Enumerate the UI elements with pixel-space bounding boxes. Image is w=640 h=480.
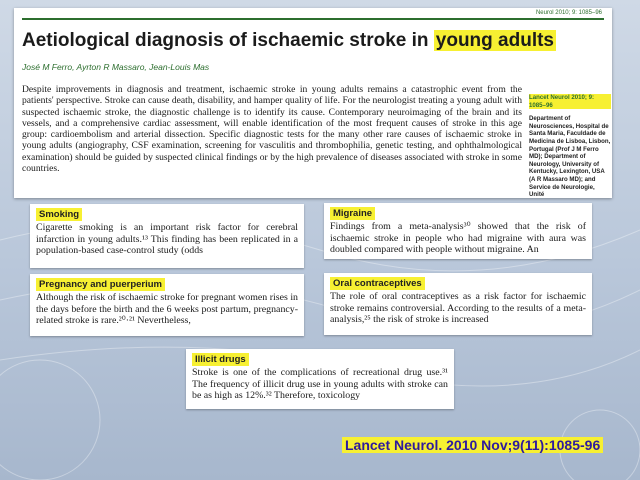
pregnancy-box — [30, 274, 304, 336]
paper-title — [22, 30, 556, 52]
journal-header: Neurol 2010; 9: 1085–96 — [535, 10, 602, 16]
oral-contraceptives-text: The role of oral contraceptives as a risk factor for ischaemic stroke remains controversial. According to the results of a meta-analysis,²⁵ the risk of stroke is increased — [330, 291, 586, 326]
title-highlight: young adults — [435, 30, 555, 51]
paper-excerpt — [14, 8, 612, 198]
migraine-text: Findings from a meta-analysis³⁰ showed that the risk of ischaemic stroke in people who had migraine with aura was doubled compared with people without migraine. An — [330, 221, 586, 256]
title-main: Aetiological diagnosis of ischaemic stroke in — [22, 30, 429, 51]
journal-citation: Lancet Neurol 2010; 9: 1085–96 — [529, 94, 611, 109]
illicit-drugs-box — [186, 349, 454, 409]
illicit-drugs-label: Illicit drugs — [192, 353, 249, 366]
paper-sidebar — [529, 94, 611, 199]
pregnancy-label: Pregnancy and puerperium — [36, 278, 165, 291]
smoking-box — [30, 204, 304, 268]
oral-contraceptives-box — [324, 273, 592, 335]
footer-citation: Lancet Neurol. 2010 Nov;9(11):1085-96 — [342, 437, 603, 453]
oral-contraceptives-label: Oral contraceptives — [330, 277, 425, 290]
migraine-box — [324, 203, 592, 259]
header-rule — [22, 18, 604, 20]
smoking-text: Cigarette smoking is an important risk factor for cerebral infarction in young adults.¹³ This finding has been replicated in a population-based case-control study (odds — [36, 222, 298, 257]
paper-authors: José M Ferro, Ayrton R Massaro, Jean-Louis Mas — [22, 62, 210, 72]
smoking-label: Smoking — [36, 208, 82, 221]
paper-abstract: Despite improvements in diagnosis and treatment, ischaemic stroke in young adults remains a catastrophic event from the patients' perspective. Stroke can cause death, disability, and hamper quality of life. For the neurologist treating a young adult with suspected ischaemic stroke, the diagnostic challenge is to identify its cause. Contemporary neuroimaging of the brain and its vessels, and a comprehensive cardiac assessment, will enable identification of the most frequent causes of stroke in this age group: cardioembolism and arterial dissection. Specific diagnostic tests for the many other rare causes of ischaemic stroke in young adults (angiography, CSF examination, screening for vasculitis and thrombophilia, genetic testing, and ophthalmological examination) should be guided by suspected clinical findings or by the high prevalence of diseases associated with stroke in some countries. — [22, 84, 522, 175]
author-affiliation: Department of Neurosciences, Hospital de Santa Maria, Faculdade de Medicina de Lisboa, Lisbon, Portugal (Prof J M Ferro MD); Department of Neurology, University of Kentucky, Lexington, USA (A R Massaro MD); and Service de Neurologie, Unité — [529, 115, 611, 199]
migraine-label: Migraine — [330, 207, 375, 220]
pregnancy-text: Although the risk of ischaemic stroke for pregnant women rises in the days before the birth and the 6 weeks post partum, pregnancy-related stroke is rare.²⁰·²¹ Nevertheless, — [36, 292, 298, 327]
illicit-drugs-text: Stroke is one of the complications of recreational drug use.³¹ The frequency of illicit drug use in young adults with stroke can be as high as 12%.³² Therefore, toxicology — [192, 367, 448, 402]
